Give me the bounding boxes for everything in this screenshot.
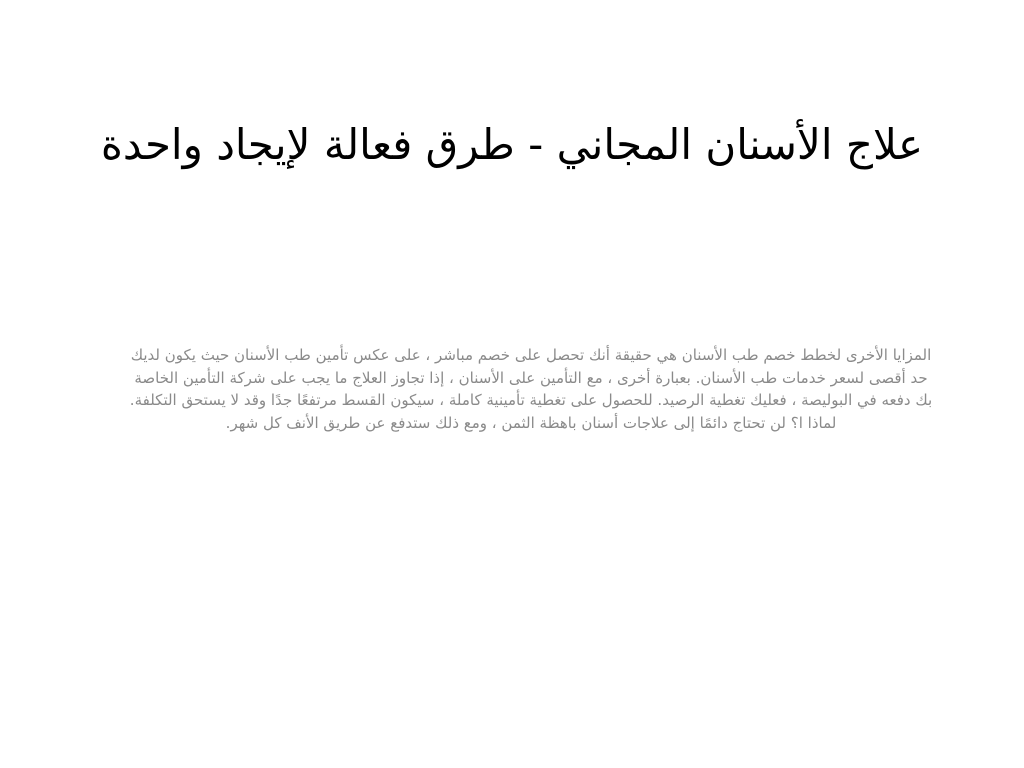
slide-title: علاج الأسنان المجاني - طرق فعالة لإيجاد واحدة bbox=[100, 120, 924, 169]
slide-body-text: المزايا الأخرى لخطط خصم طب الأسنان هي حقيقة أنك تحصل على خصم مباشر ، على عكس تأمين طب الأسنان حيث يكون لديك حد أقصى لسعر خدمات طب الأسنان. بعبارة أخرى ، مع التأمين على الأسنان ، إذا تجاوز العلاج ما يجب على شركة التأمين الخاصة بك دفعه في البوليصة ، فعليك تغطية الرصيد. للحصول على تغطية تأمينية كاملة ، سيكون القسط مرتفعًا جدًا وقد لا يستحق التكلفة. لماذا ا؟ لن تحتاج دائمًا إلى علاجات أسنان باهظة الثمن ، ومع ذلك ستدفع عن طريق الأنف كل شهر. bbox=[129, 346, 933, 432]
